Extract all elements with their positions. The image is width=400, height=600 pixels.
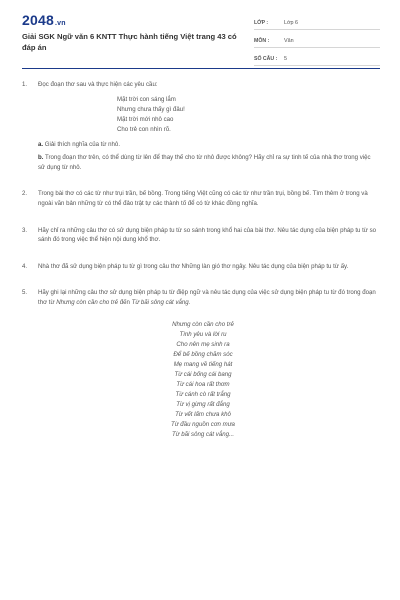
poem-line: Mặt trời mới nhô cao xyxy=(117,115,174,123)
meta-label: LỚP : xyxy=(254,20,269,26)
question-list xyxy=(22,80,378,457)
question-5 xyxy=(22,288,378,439)
question-body xyxy=(38,288,378,439)
question-number: 4. xyxy=(22,262,28,270)
meta-value: 5 xyxy=(284,56,287,62)
question-text: Nhà thơ đã sử dụng biện pháp tu từ gì trong câu thơ Những làn gió thơ ngây. Nêu tác dụng của biện pháp tu từ ấy. xyxy=(38,262,349,270)
quoted-line-end: Từ bãi sông cát vắng. xyxy=(131,298,191,306)
poem-line: Cho trẻ con nhìn rõ. xyxy=(117,125,171,133)
poem-line: Từ đầu nguồn cơn mưa xyxy=(171,420,235,428)
meta-value: Văn xyxy=(284,38,294,44)
meta-value: Lớp 6 xyxy=(284,20,299,26)
question-text-part: đến xyxy=(118,298,132,306)
question-text-part: Hãy ghi lại những câu thơ sử dụng biện pháp tu từ điệp ngữ và nêu tác dụng của việc sử dụng biện pháp tu từ đó trong đoạn thơ từ xyxy=(38,289,376,306)
question-number: 5. xyxy=(22,289,28,297)
question-text: Trong bài thơ có các từ như trụi trần, bế bồng. Trong tiếng Việt cũng có các từ như trần trụi, bồng bế. Tìm thêm ở trong và ngoài văn bản những từ có thể đảo trật tự các thành tố để có từ khác đồng nghĩa. xyxy=(38,190,368,207)
poem-line: Cho nên mẹ sinh ra xyxy=(176,340,230,348)
poem-line: Để bế bồng chăm sóc xyxy=(173,350,233,358)
meta-row-subject xyxy=(254,32,380,48)
poem-line: Mẹ mang về tiếng hát xyxy=(173,360,233,368)
question-text xyxy=(38,288,378,307)
question-text: Hãy chỉ ra những câu thơ có sử dụng biện pháp tu từ so sánh trong khổ hai của bài thơ. Nêu tác dụng của biện pháp tu từ so sánh đó trong việc thể hiện nội dung khổ thơ. xyxy=(38,226,377,244)
meta-label: SỐ CÂU : xyxy=(254,56,278,62)
question-3 xyxy=(22,226,378,245)
meta-row-question-count xyxy=(254,50,380,66)
logo-main: 2048 xyxy=(22,12,54,28)
sub-text: Giải thích nghĩa của từ nhô. xyxy=(44,140,121,148)
poem-excerpt xyxy=(38,320,368,440)
question-1 xyxy=(22,80,378,172)
question-4 xyxy=(22,262,378,272)
poem-line: Từ bãi sông cát vắng... xyxy=(171,430,235,438)
header-divider xyxy=(22,68,380,69)
question-number: 3. xyxy=(22,226,28,234)
poem-line: Từ cái hoa rất thơm xyxy=(176,380,230,388)
quoted-line-start: Nhưng còn cần cho trẻ xyxy=(56,298,119,306)
question-number: 2. xyxy=(22,190,28,198)
poem-line: Mặt trời con sáng lắm xyxy=(117,95,176,103)
document-title: Giải SGK Ngữ văn 6 KNTT Thực hành tiếng Việt trang 43 có đáp án xyxy=(22,32,237,52)
meta-label: MÔN : xyxy=(254,38,270,44)
poem-line: Từ cái bống cái bang xyxy=(174,370,232,378)
question-2 xyxy=(22,189,378,208)
question-number: 1. xyxy=(22,81,28,88)
logo-tld: .vn xyxy=(54,20,66,27)
meta-panel xyxy=(254,14,380,68)
poem-line: Từ vị gừng rất đắng xyxy=(176,400,230,408)
sub-label: a. xyxy=(38,140,44,148)
poem-line: Từ cánh cò rất trắng xyxy=(175,390,231,398)
poem-excerpt xyxy=(117,95,378,135)
sub-text: Trong đoạn thơ trên, có thể dùng từ lên để thay thế cho từ nhô được không? Hãy chỉ ra sự tinh tế của nhà thơ trong việc sử dụng từ nhô. xyxy=(38,154,371,171)
sub-question-b xyxy=(38,153,378,172)
question-body xyxy=(38,80,378,172)
sub-label: b. xyxy=(38,154,44,162)
poem-line: Từ vết lấm chưa khô xyxy=(175,410,231,418)
poem-line: Nhưng còn cần cho trẻ xyxy=(172,320,234,328)
poem-line: Tình yêu và lời ru xyxy=(179,330,227,338)
poem-line: Nhưng chưa thấy gì đâu! xyxy=(117,105,185,113)
question-text: Đọc đoạn thơ sau và thực hiện các yêu cầu: xyxy=(38,81,158,88)
sub-question-a xyxy=(38,140,378,150)
site-logo[interactable] xyxy=(22,12,66,28)
meta-row-class xyxy=(254,14,380,30)
